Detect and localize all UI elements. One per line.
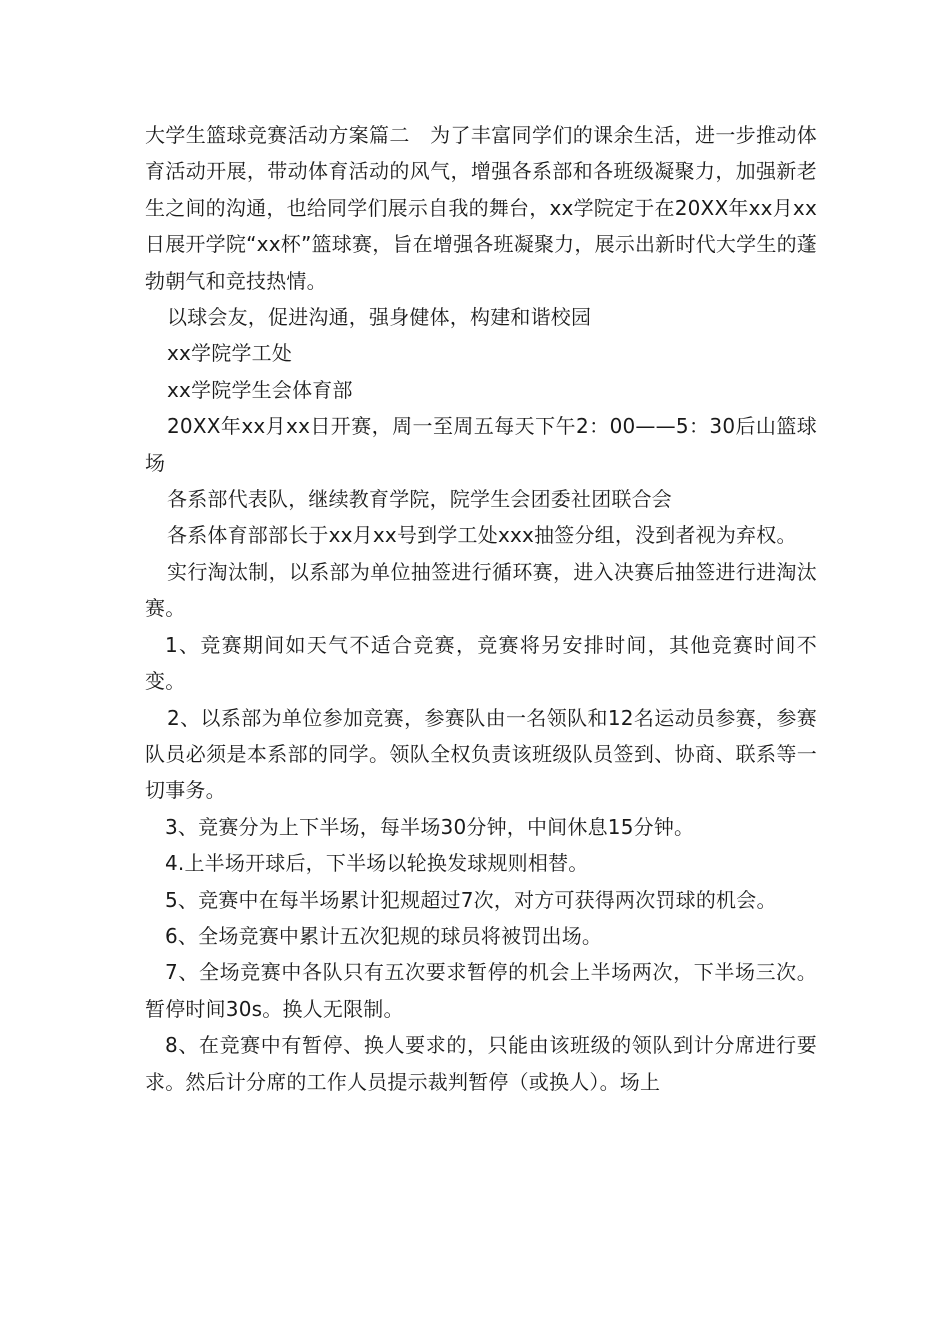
paragraph-rule-1: 1、竞赛期间如天气不适合竞赛，竞赛将另安排时间，其他竞赛时间不变。 xyxy=(145,632,817,694)
paragraph-intro: 大学生篮球竞赛活动方案篇二 为了丰富同学们的课余生活，进一步推动体育活动开展，带动体育活动的风气，增强各系部和各班级凝聚力，加强新老生之间的沟通，也给同学们展示自我的舞台，xx学院定于在20XX年xx月xx日展开学院“xx杯”篮球赛，旨在增强各班凝聚力，展示出新时代大学生的蓬勃朝气和竞技热情。 xyxy=(145,123,817,293)
paragraph-organizer: xx学院学工处 xyxy=(167,341,293,366)
paragraph-rule-8: 8、在竞赛中有暂停、换人要求的，只能由该班级的领队到计分席进行要求。然后计分席的工作人员提示裁判暂停（或换人）。场上 xyxy=(145,1033,817,1094)
paragraph-format: 实行淘汰制，以系部为单位抽签进行循环赛，进入决赛后抽签进行进淘汰赛。 xyxy=(145,559,817,621)
paragraph-slogan: 以球会友，促进沟通，强身健体，构建和谐校园 xyxy=(167,305,592,330)
paragraph-rule-4: 4.上半场开球后，下半场以轮换发球规则相替。 xyxy=(165,851,589,876)
paragraph-rule-2: 2、以系部为单位参加竞赛，参赛队由一名领队和12名运动员参赛，参赛队员必须是本系部的同学。领队全权负责该班级队员签到、协商、联系等一切事务。 xyxy=(145,705,817,803)
paragraph-participants: 各系部代表队，继续教育学院，院学生会团委社团联合会 xyxy=(167,487,672,512)
paragraph-rule-6: 6、全场竞赛中累计五次犯规的球员将被罚出场。 xyxy=(165,923,603,948)
document-body xyxy=(145,117,817,1100)
paragraph-undertaker: xx学院学生会体育部 xyxy=(167,377,353,402)
paragraph-draw: 各系体育部部长于xx月xx号到学工处xxx抽签分组，没到者视为弃权。 xyxy=(167,523,797,548)
paragraph-rule-3: 3、竞赛分为上下半场，每半场30分钟，中间休息15分钟。 xyxy=(165,814,695,839)
paragraph-rule-7: 7、全场竞赛中各队只有五次要求暂停的机会上半场两次，下半场三次。暂停时间30s。换人无限制。 xyxy=(145,960,817,1021)
paragraph-rule-5: 5、竞赛中在每半场累计犯规超过7次，对方可获得两次罚球的机会。 xyxy=(165,887,777,912)
paragraph-time-venue: 20XX年xx月xx日开赛，周一至周五每天下午2：00——5：30后山篮球场 xyxy=(145,414,817,475)
